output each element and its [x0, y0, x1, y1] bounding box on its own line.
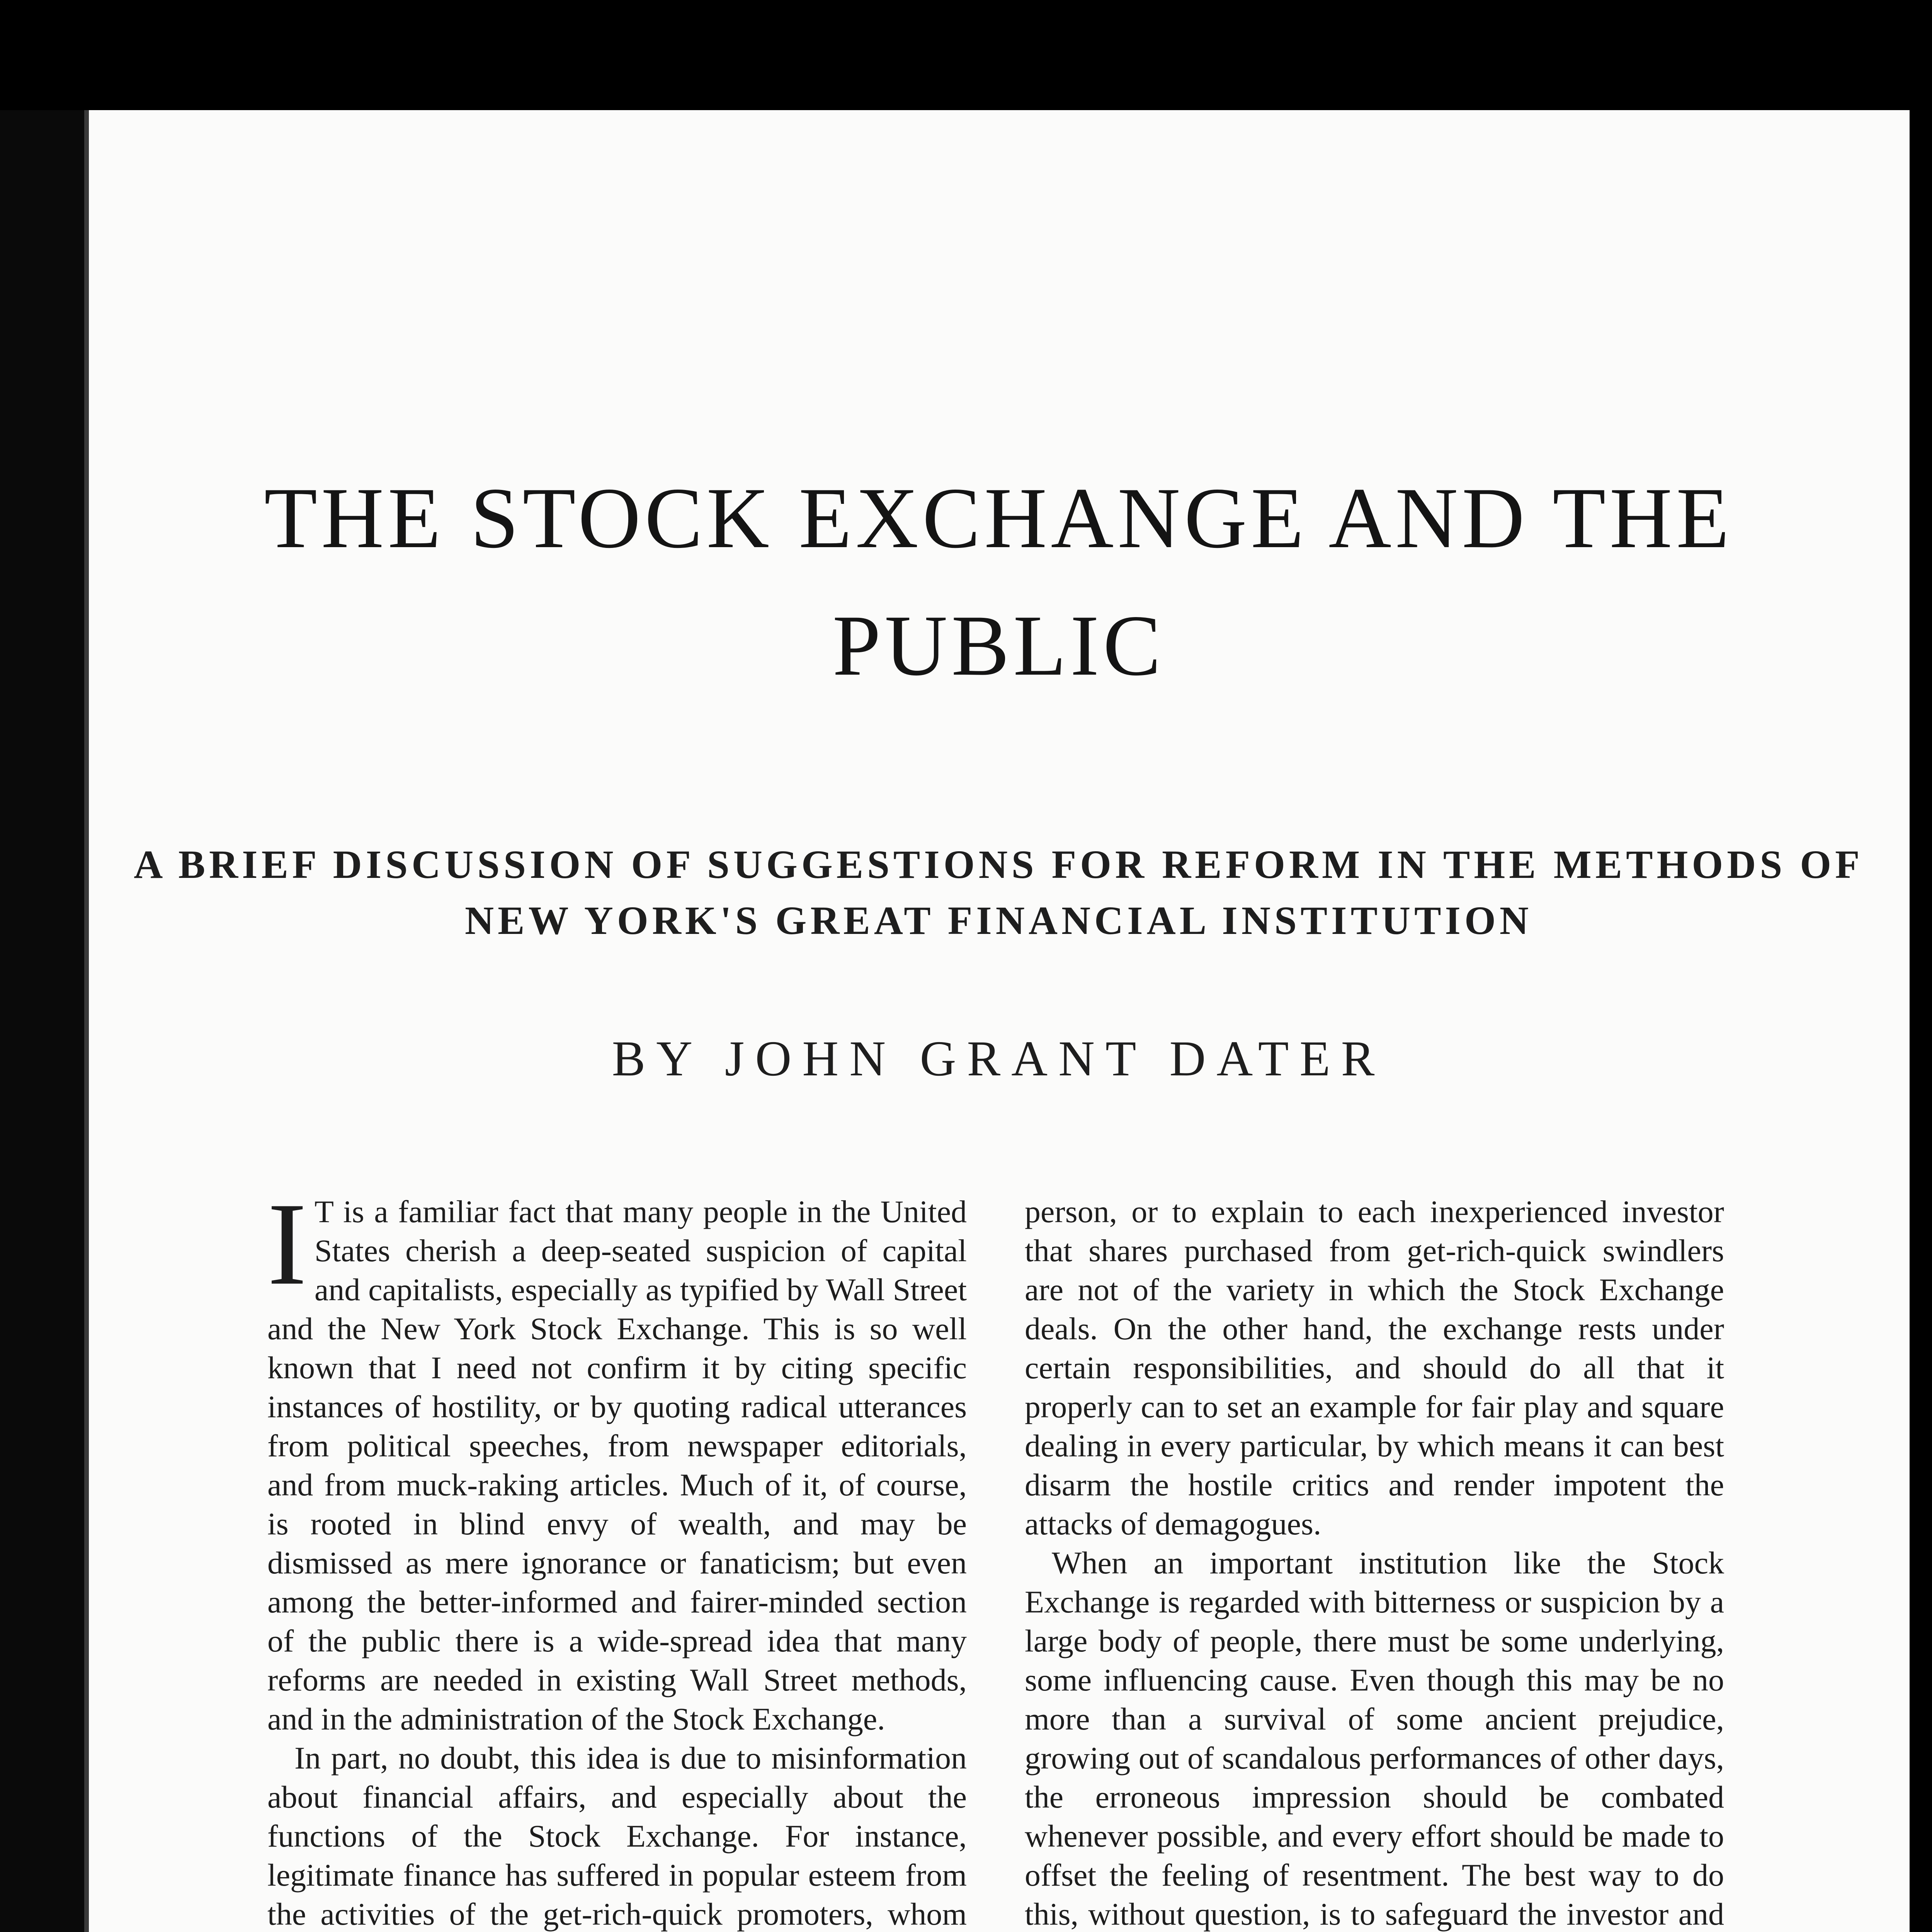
article-title: THE STOCK EXCHANGE AND THE PUBLIC — [264, 469, 1733, 694]
right-column — [1025, 1192, 1724, 1932]
paragraph-1 — [267, 1179, 967, 1738]
article-byline: BY JOHN GRANT DATER — [612, 1031, 1386, 1087]
article-subtitle: A BRIEF DISCUSSION OF SUGGESTIONS FOR REFORM IN THE METHODS OF NEW YORK'S GREAT FINANCIAL INSTITUTION — [134, 842, 1864, 943]
scan-gutter — [0, 110, 88, 1932]
paragraph-2: In part, no doubt, this idea is due to misinformation about financial affairs, and especially about the functions of the Stock Exchange. For instance, legitimate finance has suffered in popular esteem from the activities of the get-rich-quick promoters, whom — [267, 1740, 967, 1932]
document-page — [88, 110, 1910, 1932]
paragraph-1-text: T is a familiar fact that many people in the United States cherish a deep-seated suspicion of capital and capitalists, especially as typified by Wall Street and the New York Stock Exchange. This is so well known that I need not confirm it by citing specific instances of hostility, or by quoting radical utterances from political speeches, from newspaper editorials, and from muck-raking articles. Much of it, of course, is rooted in blind envy of wealth, and may be dismissed as mere ignorance or fanaticism; but even among the better-informed and fairer-minded section of the public there is a wide-spread idea that many reforms are needed in existing Wall Street methods, and in the administration of the Stock Exchange. — [267, 1194, 967, 1736]
paragraph-6: When an important institution like the Stock Exchange is regarded with bitterness or suspicion by a large body of people, there must be some underlying, some influencing cause. Even though this may be no more than a survival of some ancient prejudice, growing out of scandalous performances of other days, the erroneous impression should be combated whenever possible, and every effort should be made to offset the feeling of resentment. The best way to do this, without question, is to safeguard the investor and — [1025, 1545, 1724, 1932]
paragraph-5: person, or to explain to each inexperienced investor that shares purchased from get-rich-quick swindlers are not of the variety in which the Stock Exchange deals. On the other hand, the exchange rests under certain responsibilities, and should do all that it properly can to set an example for fair play and square dealing in every particular, by which means it can best disarm the hostile critics and render impotent the attacks of demagogues. — [1025, 1194, 1724, 1541]
drop-cap: I — [267, 1179, 307, 1310]
page-left-edge — [84, 110, 89, 1932]
left-column — [267, 1179, 967, 1932]
